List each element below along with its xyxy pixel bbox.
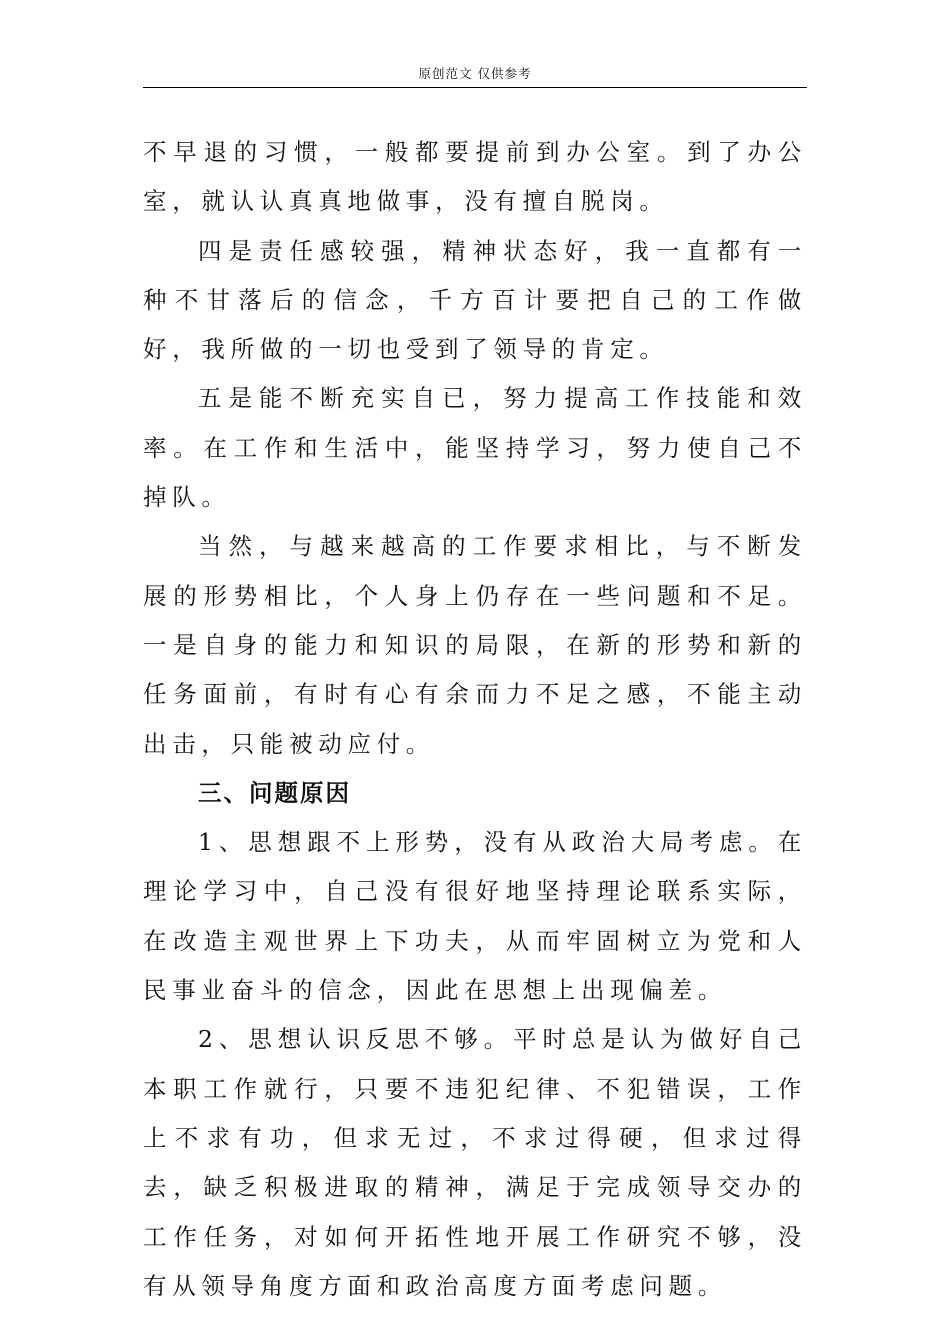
paragraph-shortcomings: 当然，与越来越高的工作要求相比，与不断发展的形势相比，个人身上仍存在一些问题和不足。一是自身的能力和知识的局限，在新的形势和新的任务面前，有时有心有余而力不足之感，不能主动出击，只能被动应付。 [143, 532, 807, 758]
paragraph-point-five: 五是能不断充实自已，努力提高工作技能和效率。在工作和生活中，能坚持学习，努力使自己不掉队。 [143, 384, 807, 512]
paragraph-cause-two: 2、思想认识反思不够。平时总是认为做好自己本职工作就行，只要不违犯纪律、不犯错误，工作上不求有功，但求无过，不求过得硬，但求过得去，缺乏积极进取的精神，满足于完成领导交办的工作任务，对如何开拓性地开展工作研究不够，没有从领导角度方面和政治高度方面考虑问题。 [143, 1025, 807, 1300]
paragraph-point-four: 四是责任感较强，精神状态好，我一直都有一种不甘落后的信念，千方百计要把自己的工作做好，我所做的一切也受到了领导的肯定。 [143, 236, 807, 364]
paragraph-continued: 不早退的习惯，一般都要提前到办公室。到了办公室，就认认真真地做事，没有擅自脱岗。 [143, 138, 807, 216]
section-heading-causes: 三、问题原因 [198, 778, 351, 807]
header-text: 原创范文 仅供参考 [418, 66, 532, 81]
paragraph-cause-one: 1、思想跟不上形势，没有从政治大局考虑。在理论学习中，自己没有很好地坚持理论联系实际，在改造主观世界上下功夫，从而牢固树立为党和人民事业奋斗的信念，因此在思想上出现偏差。 [143, 828, 807, 1005]
document-body [143, 128, 807, 1311]
page-header [143, 64, 807, 88]
